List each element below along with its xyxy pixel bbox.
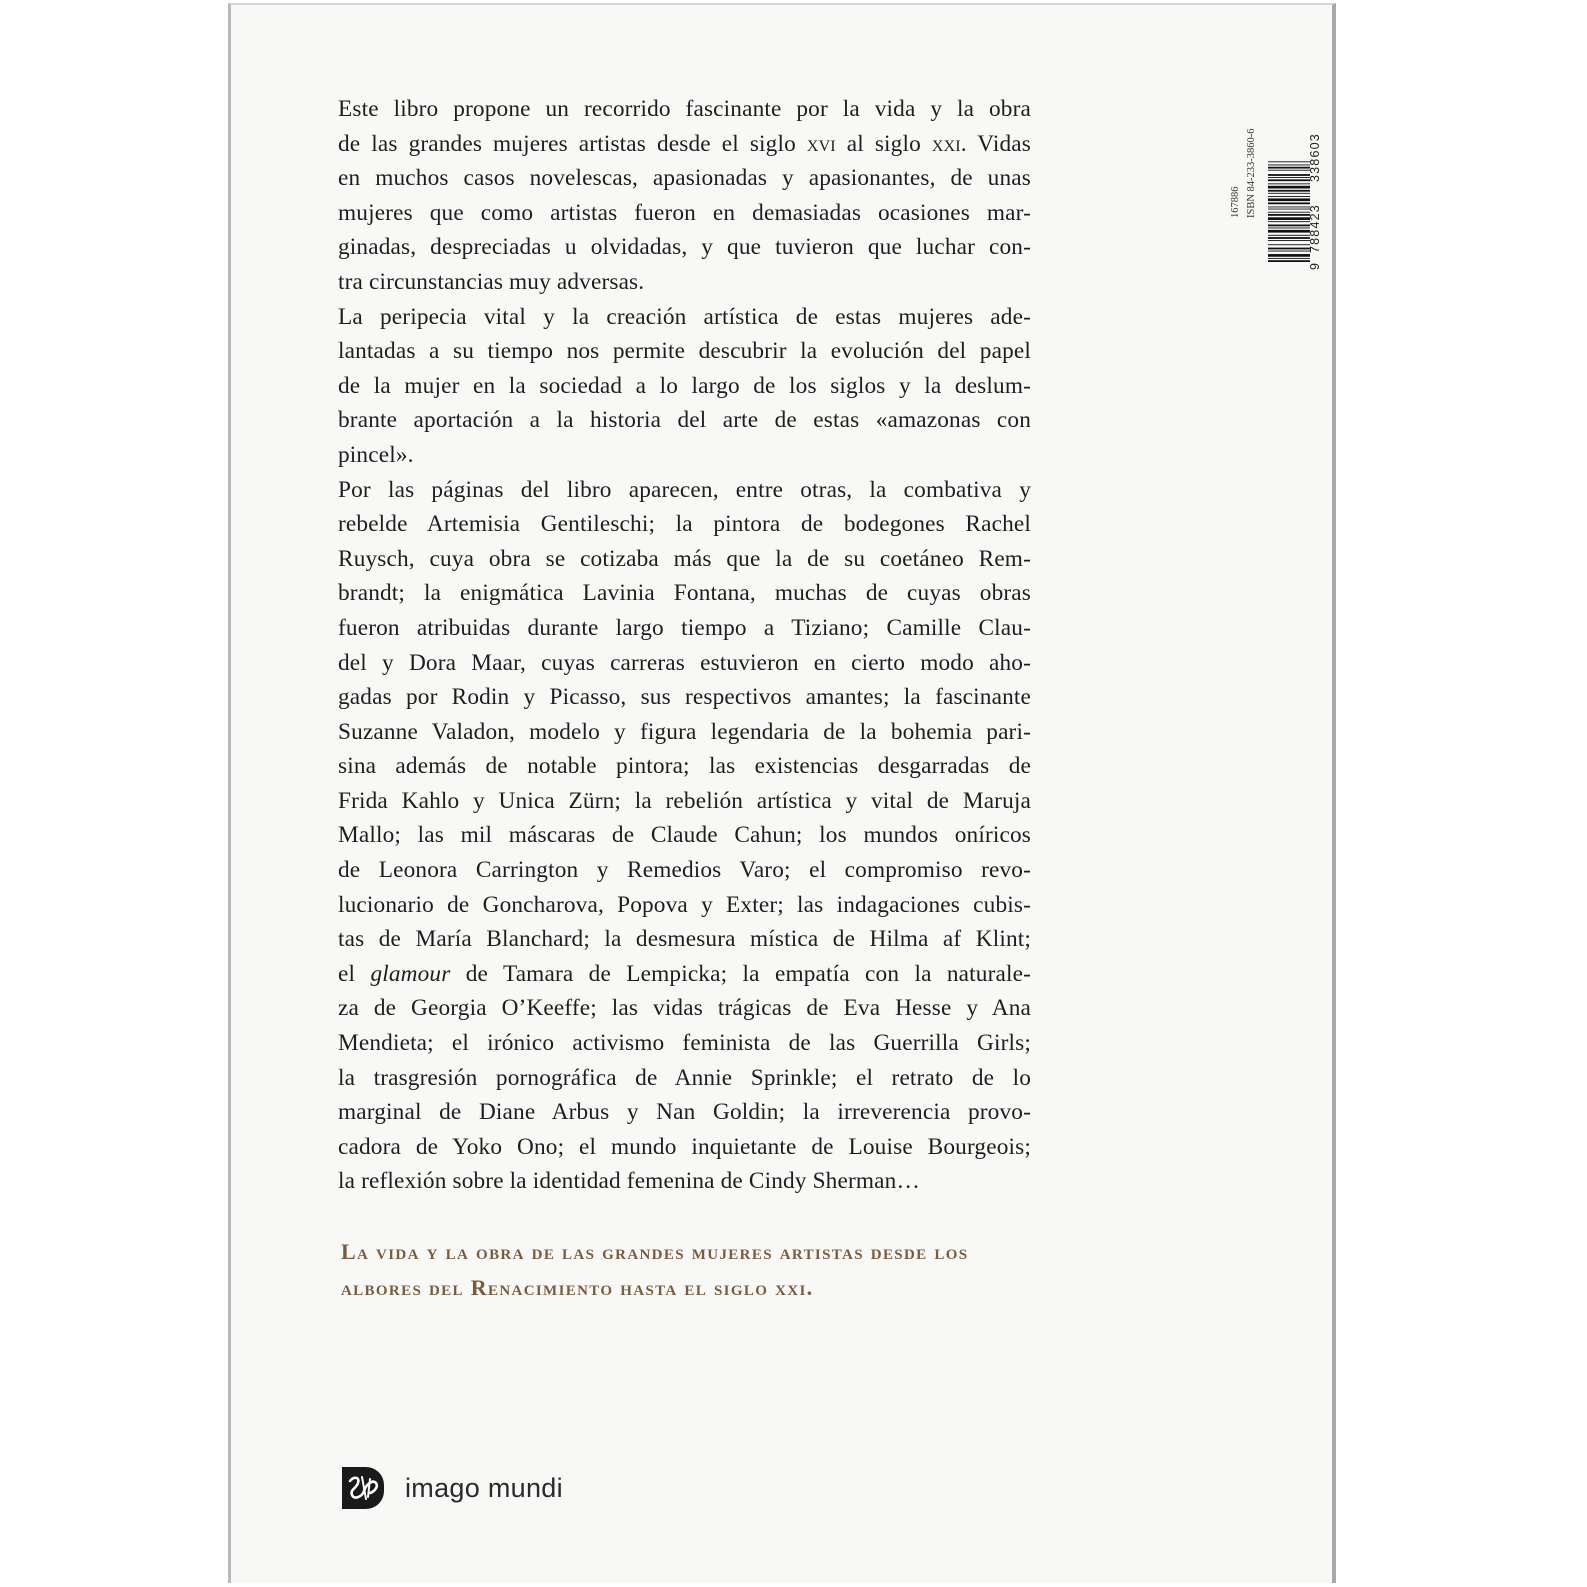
tagline-line-1: La vida y la obra de las grandes mujeres artistas desde los	[341, 1239, 969, 1264]
blurb-line: gadas por Rodin y Picasso, sus respectivos amantes; la fascinante	[338, 684, 1031, 711]
barcode-digits-right: 338603	[1308, 133, 1322, 182]
blurb-line: ginadas, despreciadas u olvidadas, y que tuvieron que luchar con-	[338, 234, 1031, 261]
blurb-line: tas de María Blanchard; la desmesura mística de Hilma af Klint;	[338, 926, 1031, 953]
blurb-line: sina además de notable pintora; las existencias desgarradas de	[338, 753, 1031, 780]
back-cover-blurb	[338, 92, 1031, 1199]
blurb-line: Este libro propone un recorrido fascinante por la vida y la obra	[338, 96, 1031, 122]
blurb-line: de las grandes mujeres artistas desde el siglo xvi al siglo xxi. Vidas	[338, 130, 1031, 157]
blurb-line: lucionario de Goncharova, Popova y Exter; las indagaciones cubis-	[338, 891, 1031, 918]
blurb-line: fueron atribuidas durante largo tiempo a Tiziano; Camille Clau-	[338, 614, 1031, 641]
blurb-line: mujeres que como artistas fueron en demasiadas ocasiones mar-	[338, 199, 1031, 226]
barcode-digits-left: 788423	[1308, 204, 1322, 253]
blurb-line: de la mujer en la sociedad a lo largo de los siglos y la deslum-	[338, 372, 1031, 399]
blurb-paragraph-2	[338, 300, 1031, 473]
blurb-line: lantadas a su tiempo nos permite descubrir la evolución del papel	[338, 338, 1031, 365]
barcode-bars	[1268, 112, 1310, 262]
blurb-line: Mallo; las mil máscaras de Claude Cahun; los mundos oníricos	[338, 822, 1031, 849]
blurb-line: cadora de Yoko Ono; el mundo inquietante de Louise Bourgeois;	[338, 1133, 1031, 1160]
publisher-imprint	[342, 1466, 563, 1510]
blurb-paragraph-1	[338, 92, 1031, 300]
blurb-line: La peripecia vital y la creación artística de estas mujeres ade-	[338, 303, 1031, 330]
blurb-line: de Leonora Carrington y Remedios Varo; el compromiso revo-	[338, 857, 1031, 884]
tagline-line-2: albores del Renacimiento hasta el siglo xxi.	[341, 1275, 814, 1300]
blurb-line: Frida Kahlo y Unica Zürn; la rebelión artística y vital de Maruja	[338, 787, 1031, 814]
blurb-line: rebelde Artemisia Gentileschi; la pintora de bodegones Rachel	[338, 511, 1031, 538]
blurb-line: en muchos casos novelescas, apasionadas y apasionantes, de unas	[338, 165, 1031, 192]
blurb-line: Mendieta; el irónico activismo feminista de las Guerrilla Girls;	[338, 1030, 1031, 1057]
blurb-line: la reflexión sobre la identidad femenina de Cindy Sherman…	[338, 1168, 920, 1195]
blurb-line: brandt; la enigmática Lavinia Fontana, muchas de cuyas obras	[338, 580, 1031, 607]
tagline	[341, 1234, 1031, 1306]
blurb-line: el glamour de Tamara de Lempicka; la empatía con la naturale-	[338, 960, 1031, 987]
barcode	[1228, 100, 1323, 270]
blurb-paragraph-3	[338, 473, 1031, 1199]
blurb-line: Ruysch, cuya obra se cotizaba más que la de su coetáneo Rem-	[338, 545, 1031, 572]
blurb-line: Por las páginas del libro aparecen, entre otras, la combativa y	[338, 476, 1031, 503]
barcode-digit-lead: 9	[1308, 261, 1322, 270]
blurb-line: za de Georgia O’Keeffe; las vidas trágicas de Eva Hesse y Ana	[338, 995, 1031, 1022]
barcode-isbn: ISBN 84-233-3860-6	[1246, 128, 1257, 218]
blurb-line: la trasgresión pornográfica de Annie Sprinkle; el retrato de lo	[338, 1064, 1031, 1091]
publisher-name: imago mundi	[405, 1472, 563, 1503]
blurb-line: marginal de Diane Arbus y Nan Goldin; la irreverencia provo-	[338, 1099, 1031, 1126]
imago-mundi-logo-icon	[342, 1467, 384, 1509]
blurb-line: pincel».	[338, 441, 414, 468]
blurb-line: Suzanne Valadon, modelo y figura legendaria de la bohemia pari-	[338, 718, 1031, 745]
blurb-line: del y Dora Maar, cuyas carreras estuvieron en cierto modo aho-	[338, 649, 1031, 676]
barcode-ref-code: 167886	[1230, 186, 1241, 218]
blurb-line: brante aportación a la historia del arte de estas «amazonas con	[338, 407, 1031, 434]
blurb-line: tra circunstancias muy adversas.	[338, 268, 645, 295]
